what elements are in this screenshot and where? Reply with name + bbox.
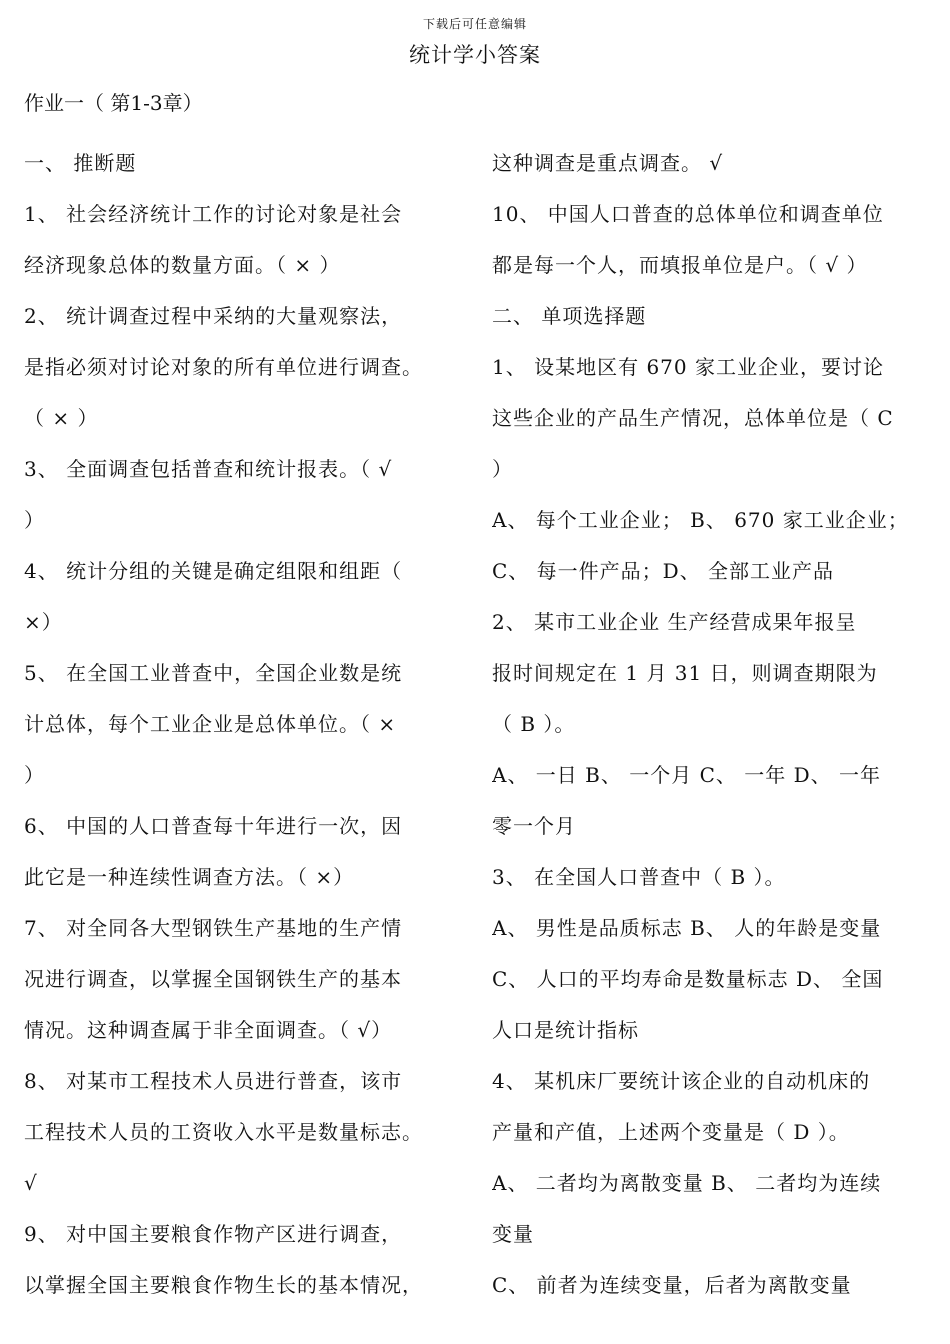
left-line: 4、 统计分组的关键是确定组限和组距（ <box>24 559 403 583</box>
left-line: 2、 统计调查过程中采纳的大量观察法， <box>24 304 403 328</box>
right-line: 10、 中国人口普查的总体单位和调查单位 <box>492 202 884 226</box>
right-line: 都是每一个人，而填报单位是户。（ √ ） <box>492 253 868 277</box>
left-line: 况进行调查，以掌握全国钢铁生产的基本 <box>24 967 402 991</box>
left-line: 计总体，每个工业企业是总体单位。（ × <box>24 712 397 736</box>
left-line: 经济现象总体的数量方面。（ × ） <box>24 253 341 277</box>
left-line: 1、 社会经济统计工作的讨论对象是社会 <box>24 202 403 226</box>
right-line: C、 人口的平均寿命是数量标志 D、 全国 <box>492 967 884 991</box>
right-line: 3、 在全国人口普查中（ B ）。 <box>492 865 786 889</box>
right-line: 二、 单项选择题 <box>492 304 647 328</box>
right-line: 4、 某机床厂要统计该企业的自动机床的 <box>492 1069 871 1093</box>
left-line: 5、 在全国工业普查中，全国企业数是统 <box>24 661 403 685</box>
right-line: 产量和产值，上述两个变量是（ D ）。 <box>492 1120 850 1144</box>
right-line: C、 每一件产品；D、 全部工业产品 <box>492 559 835 583</box>
left-line: 7、 对全同各大型钢铁生产基地的生产情 <box>24 916 403 940</box>
right-line: A、 每个工业企业； B、 670 家工业企业； <box>492 508 909 532</box>
right-line: A、 二者均为离散变量 B、 二者均为连续 <box>492 1171 882 1195</box>
right-line: 1、 设某地区有 670 家工业企业，要讨论 <box>492 355 884 379</box>
right-line: 2、 某市工业企业 生产经营成果年报呈 <box>492 610 857 634</box>
left-line: 9、 对中国主要粮食作物产区进行调查， <box>24 1222 403 1246</box>
left-line: 8、 对某市工程技术人员进行普查，该市 <box>24 1069 403 1093</box>
left-column <box>24 138 474 1311</box>
right-line: 变量 <box>492 1222 534 1246</box>
left-line: ×） <box>24 610 63 634</box>
left-line: ） <box>24 763 45 787</box>
right-line: 报时间规定在 1 月 31 日，则调查期限为 <box>492 661 878 685</box>
right-line: 人口是统计指标 <box>492 1018 639 1042</box>
left-line: 此它是一种连续性调查方法。（ ×） <box>24 865 355 889</box>
right-line: 这种调查是重点调查。 √ <box>492 151 724 175</box>
left-line: 是指必须对讨论对象的所有单位进行调查。 <box>24 355 423 379</box>
left-line: 6、 中国的人口普查每十年进行一次，因 <box>24 814 403 838</box>
left-line: 以掌握全国主要粮食作物生长的基本情况， <box>24 1273 423 1297</box>
left-line: （ × ） <box>24 406 99 430</box>
left-line: ） <box>24 508 45 532</box>
right-line: 零一个月 <box>492 814 576 838</box>
right-line: A、 男性是品质标志 B、 人的年龄是变量 <box>492 916 882 940</box>
right-line: A、 一日 B、 一个月 C、 一年 D、 一年 <box>492 763 881 787</box>
left-line: √ <box>24 1171 38 1195</box>
right-column <box>492 138 932 1311</box>
left-line: 工程技术人员的工资收入水平是数量标志。 <box>24 1120 423 1144</box>
document-title: 统计学小答案 <box>409 43 541 67</box>
right-line: C、 前者为连续变量，后者为离散变量 <box>492 1273 852 1297</box>
left-line: 3、 全面调查包括普查和统计报表。（ √ <box>24 457 393 481</box>
right-line: （ B ）。 <box>492 712 576 736</box>
assignment-heading: 作业一（ 第1-3章） <box>24 91 203 115</box>
left-line: 情况。这种调查属于非全面调查。（ √） <box>24 1018 393 1042</box>
right-line: 这些企业的产品生产情况，总体单位是（ C <box>492 406 894 430</box>
right-line: ） <box>492 457 513 481</box>
download-note: 下载后可任意编辑 <box>422 17 527 31</box>
left-line: 一、 推断题 <box>24 151 137 175</box>
